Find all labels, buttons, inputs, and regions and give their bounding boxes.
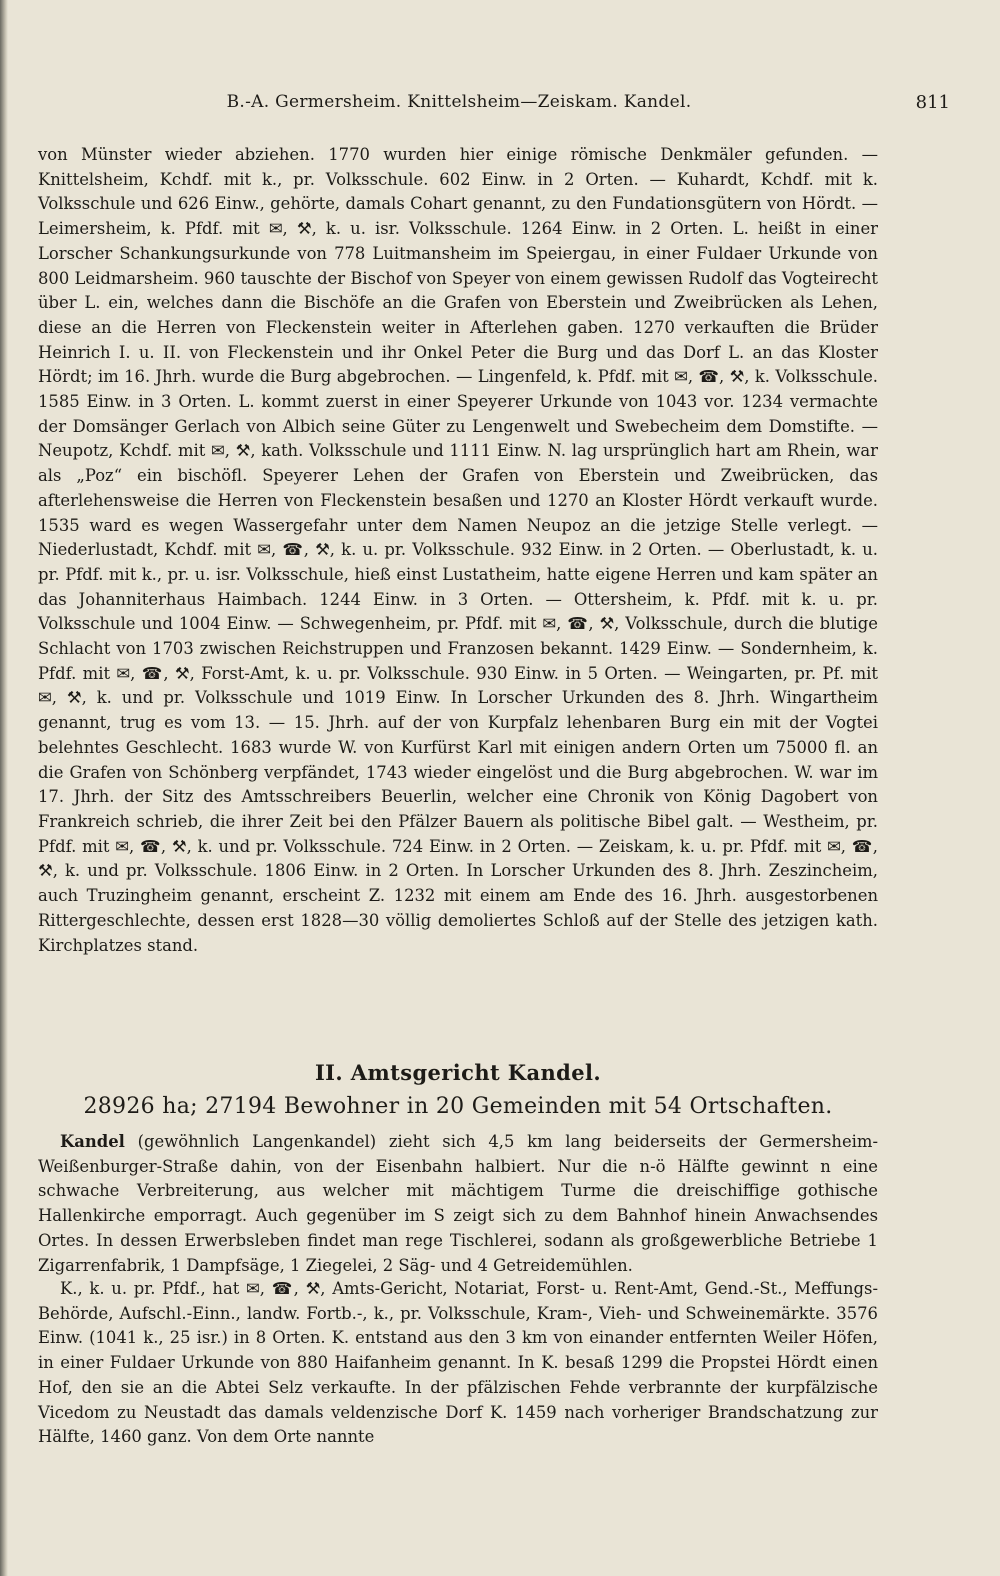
page-number: 811	[915, 92, 950, 113]
paragraph-text: K., k. u. pr. Pfdf., hat ✉, ☎, ⚒, Amts-Gericht, Notariat, Forst- u. Rent-Amt, Gend.-St., Meffungs-Behörde, Aufschl.-Einn., landw. Fortb.-, k., pr. Volksschule, Kram-, Vieh- und Schweinemärkte. 3576 Einw. (1041 k., 25 isr.) in 8 Orten. K. entstand aus den 3 km von einander entfernten Weiler Höfen, in einer Fuldaer Urkunde von 880 Haifanheim genannt. In K. besaß 1299 die Propstei Hördt einen Hof, den sie an die Abtei Selz verkaufte. In der pfälzischen Fehde verbrannte der kurpfälzische Vicedom zu Neustadt das damals veldenzische Dorf K. 1459 nach vorheriger Brandschatzung zur Hälfte, 1460 ganz. Von dem Orte nannte	[38, 1279, 878, 1447]
paragraph-container	[38, 1130, 878, 1278]
page-edge	[0, 0, 8, 1576]
running-header	[38, 92, 950, 120]
body-paragraph-2	[38, 1130, 878, 1278]
section-subtitle: 28926 ha; 27194 Bewohner in 20 Gemeinden mit 54 Ortschaften.	[83, 1094, 833, 1119]
paragraph-text: (gewöhnlich Langenkandel) zieht sich 4,5 km lang beiderseits der Germersheim-Weißenburger-Straße dahin, von der Eisenbahn halbiert. Nur die n-ö Hälfte gewinnt n eine schwache Verbreiterung, aus welcher mit mächtigem Turme die dreischiffige gothische Hallenkirche emporragt. Auch gegenüber im S zeigt sich zu dem Bahnhof hinein Anwachsendes Ortes. In dessen Erwerbsleben findet man rege Tischlerei, sodann als großgewerbliche Betriebe 1 Zigarrenfabrik, 1 Dampfsäge, 1 Ziegelei, 2 Säg- und 4 Getreidemühlen.	[38, 1132, 878, 1275]
body-paragraph-1	[38, 143, 878, 958]
body-paragraph-3	[38, 1277, 878, 1450]
lead-word: Kandel	[60, 1132, 125, 1151]
running-head: B.-A. Germersheim. Knittelsheim—Zeiskam. Kandel.	[226, 92, 692, 112]
paragraph-text: von Münster wieder abziehen. 1770 wurden hier einige römische Denkmäler gefunden. — Knittelsheim, Kchdf. mit k., pr. Volksschule. 602 Einw. in 2 Orten. — Kuhardt, Kchdf. mit k. Volksschule und 626 Einw., gehörte, damals Cohart genannt, zu den Fundationsgütern von Hördt. — Leimersheim, k. Pfdf. mit ✉, ⚒, k. u. isr. Volksschule. 1264 Einw. in 2 Orten. L. heißt in einer Lorscher Schankungsurkunde von 778 Luitmansheim im Speiergau, in einer Fuldaer Urkunde von 800 Leidmarsheim. 960 tauschte der Bischof von Speyer von einem gewissen Rudolf das Vogteirecht über L. ein, welches dann die Bischöfe an die Grafen von Eberstein und Zweibrücken als Lehen, diese an die Herren von Fleckenstein weiter in Afterlehen gaben. 1270 verkauften die Brüder Heinrich I. u. II. von Fleckenstein und ihr Onkel Peter die Burg und das Dorf L. an das Kloster Hördt; im 16. Jhrh. wurde die Burg abgebrochen. — Lingenfeld, k. Pfdf. mit ✉, ☎, ⚒, k. Volksschule. 1585 Einw. in 3 Orten. L. kommt zuerst in einer Speyerer Urkunde von 1043 vor. 1234 vermachte der Domsänger Gerlach von Albich seine Güter zu Lengenwelt und Swebecheim dem Domstifte. — Neupotz, Kchdf. mit ✉, ⚒, kath. Volksschule und 1111 Einw. N. lag ursprünglich hart am Rhein, war als „Poz“ ein bischöfl. Speyerer Lehen der Grafen von Eberstein und Zweibrücken, das afterlehensweise die Herren von Fleckenstein besaßen und 1270 an Kloster Hördt verkauft wurde. 1535 ward es wegen Wassergefahr unter dem Namen Neupoz an die jetzige Stelle verlegt. — Niederlustadt, Kchdf. mit ✉, ☎, ⚒, k. u. pr. Volksschule. 932 Einw. in 2 Orten. — Oberlustadt, k. u. pr. Pfdf. mit k., pr. u. isr. Volksschule, hieß einst Lustatheim, hatte eigene Herren und kam später an das Johanniterhaus Haimbach. 1244 Einw. in 3 Orten. — Ottersheim, k. Pfdf. mit k. u. pr. Volksschule und 1004 Einw. — Schwegenheim, pr. Pfdf. mit ✉, ☎, ⚒, Volksschule, durch die blutige Schlacht von 1703 zwischen Reichstruppen und Franzosen bekannt. 1429 Einw. — Sondernheim, k. Pfdf. mit ✉, ☎, ⚒, Forst-Amt, k. u. pr. Volksschule. 930 Einw. in 5 Orten. — Weingarten, pr. Pf. mit ✉, ⚒, k. und pr. Volksschule und 1019 Einw. In Lorscher Urkunden des 8. Jhrh. Wingartheim genannt, trug es vom 13. — 15. Jhrh. auf der von Kurpfalz lehenbaren Burg ein mit der Vogtei belehntes Geschlecht. 1683 wurde W. von Kurfürst Karl mit einigen andern Orten um 75000 fl. an die Grafen von Schönberg verpfändet, 1743 wieder eingelöst und die Burg abgebrochen. W. war im 17. Jhrh. der Sitz des Amtsschreibers Beuerlin, welcher eine Chronik von König Dagobert von Frankreich schrieb, die ihrer Zeit bei den Pfälzer Bauern als politische Bibel galt. — Westheim, pr. Pfdf. mit ✉, ☎, ⚒, k. und pr. Volksschule. 724 Einw. in 2 Orten. — Zeiskam, k. u. pr. Pfdf. mit ✉, ☎, ⚒, k. und pr. Volksschule. 1806 Einw. in 2 Orten. In Lorscher Urkunden des 8. Jhrh. Zeszincheim, auch Truzingheim genannt, erscheint Z. 1232 mit einem am Ende des 16. Jhrh. ausgestorbenen Rittergeschlechte, dessen erst 1828—30 völlig demoliertes Schloß auf der Stelle des jetzigen kath. Kirchplatzes stand.	[38, 145, 878, 955]
section-heading: II. Amtsgericht Kandel.	[314, 1060, 602, 1085]
